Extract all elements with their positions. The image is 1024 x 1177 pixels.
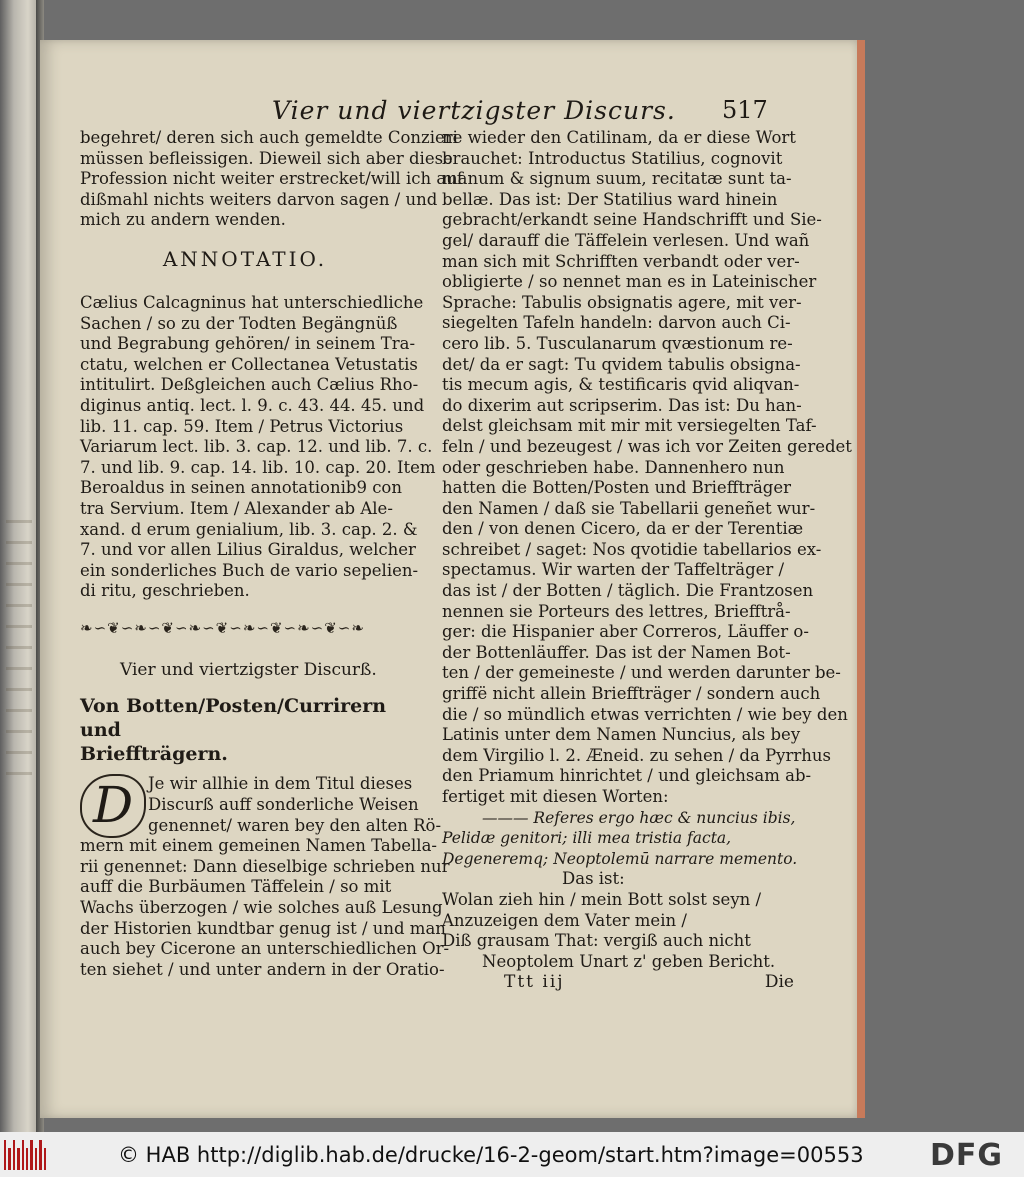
right-column: [442, 128, 852, 994]
text-line: xand. d erum genialium, lib. 3. cap. 2. &: [80, 519, 418, 539]
page-footer: [442, 972, 794, 994]
text-line: gel/ darauff die Täffelein verlesen. Und wañ: [442, 230, 810, 250]
text-line: auff die Burbäumen Täffelein / so mit: [80, 877, 392, 897]
text-line: Cælius Calcagninus hat unterschiedliche: [80, 292, 424, 312]
text-line: siegelten Tafeln handeln: darvon auch Ci-: [442, 313, 791, 333]
text-line: dißmahl nichts weiters darvon sagen / und: [80, 189, 438, 209]
text-line: der Bottenläuffer. Das ist der Namen Bot-: [442, 642, 791, 662]
latin-verse: [442, 808, 798, 870]
text-line: spectamus. Wir warten der Taffelträger /: [442, 560, 785, 580]
text-line: bellæ. Das ist: Der Statilius ward hinein: [442, 189, 778, 209]
text-line: Latinis unter dem Namen Nuncius, als bey: [442, 725, 801, 745]
text-line: feln / und bezeugest / was ich vor Zeiten geredet: [442, 436, 852, 456]
text-line: gebracht/erkandt seine Handschrifft und Sie-: [442, 210, 822, 230]
text-line: obligierte / so nennet man es in Lateinischer: [442, 272, 817, 292]
text-line: do dixerim aut scripserim. Das ist: Du han-: [442, 395, 802, 415]
text-line: 7. und lib. 9. cap. 14. lib. 10. cap. 20. Item: [80, 457, 436, 477]
text-line: auch bey Cicerone an unterschiedlichen Or-: [80, 939, 450, 959]
verse-line: ——— Referes ergo hæc & nuncius ibis,: [482, 808, 796, 827]
running-head: Vier und viertzigster Discurs.: [272, 96, 676, 125]
das-ist-label: Das ist:: [562, 869, 625, 889]
text-line: Profession nicht weiter erstrecket/will ich auf: [80, 169, 463, 189]
attribution-link[interactable]: © HAB http://diglib.hab.de/drucke/16-2-geom/start.htm?image=00553: [118, 1143, 864, 1167]
chapter-title-line: Von Botten/Posten/Currirern und: [80, 695, 387, 742]
text-line: ctatu, welchen er Collectanea Vetustatis: [80, 354, 418, 374]
verse-line: Degeneremq; Neoptolemū narrare memento.: [442, 849, 798, 868]
text-line: genennet/ waren bey den alten Rö-: [148, 815, 442, 835]
page-fore-edge: [857, 40, 865, 1118]
text-line: Beroaldus in seinen annotationib9 con: [80, 478, 402, 498]
text-line: di ritu, geschrieben.: [80, 581, 250, 601]
hab-barcode-logo-icon: [4, 1140, 46, 1170]
text-line: diginus antiq. lect. l. 9. c. 43. 44. 45. und: [80, 395, 425, 415]
section-title: Vier und viertzigster Discurß.: [120, 659, 377, 680]
text-line: ein sonderliches Buch de vario sepelien-: [80, 560, 419, 580]
annotatio-heading: ANNOTATIO.: [162, 246, 328, 271]
text-line: oder geschrieben habe. Dannenhero nun: [442, 457, 785, 477]
text-line: die / so mündlich etwas verrichten / wie bey den: [442, 704, 848, 724]
text-line: mern mit einem gemeinen Namen Tabella-: [80, 836, 437, 856]
text-line: ne wieder den Catilinam, da er diese Wort: [442, 128, 796, 147]
text-line: manum & signum suum, recitatæ sunt ta-: [442, 169, 792, 189]
text-line: nennen sie Porteurs des lettres, Briefftrå-: [442, 601, 791, 621]
show-through-text: [6, 520, 32, 780]
text-line: Wachs überzogen / wie solches auß Lesung: [80, 898, 443, 918]
text-line: hatten die Botten/Posten und Brieffträger: [442, 478, 791, 498]
text-line: griffë nicht allein Brieffträger / sondern auch: [442, 684, 821, 704]
discourse-opening-paragraph: [80, 774, 450, 980]
text-line: Sprache: Tabulis obsignatis agere, mit ver-: [442, 292, 802, 312]
text-line: cero lib. 5. Tusculanarum qvæstionum re-: [442, 333, 793, 353]
text-line: schreibet / saget: Nos qvotidie tabellarios ex-: [442, 539, 822, 559]
text-line: man sich mit Schrifften verbandt oder ver-: [442, 251, 800, 271]
text-line: fertiget mit diesen Worten:: [442, 787, 669, 806]
text-line: 7. und vor allen Lilius Giraldus, welcher: [80, 540, 416, 560]
text-line: das ist / der Botten / täglich. Die Frantzosen: [442, 581, 814, 601]
text-line: mich zu andern wenden.: [80, 210, 286, 230]
text-line: ten / der gemeineste / und werden darunter be-: [442, 663, 841, 683]
annotatio-paragraph: [80, 292, 436, 602]
text-line: den Priamum hinrichtet / und gleichsam ab-: [442, 766, 812, 786]
left-column: [80, 128, 463, 980]
text-line: den / von denen Cicero, da er der Terentiæ: [442, 519, 804, 539]
text-line: dem Virgilio l. 2. Æneid. zu sehen / da Pyrrhus: [442, 745, 831, 765]
text-line: ger: die Hispanier aber Correros, Läuffer o-: [442, 622, 809, 642]
text-line: Sachen / so zu der Todten Begängnüß: [80, 313, 398, 333]
previous-page-edge: [0, 0, 40, 1132]
text-line: lib. 11. cap. 59. Item / Petrus Victorius: [80, 416, 404, 436]
ornament-rule: ❧∽❦∽❧∽❦∽❧∽❦∽❧∽❦∽❧∽❦∽❧: [80, 618, 365, 637]
text-line: tis mecum agis, & testificaris qvid aliqvan-: [442, 375, 800, 395]
text-line: müssen befleissigen. Dieweil sich aber diese: [80, 148, 453, 168]
chapter-title-line: Brieffträgern.: [80, 743, 228, 766]
german-verse: [442, 890, 794, 972]
text-line: ten siehet / und unter andern in der Oratio-: [80, 959, 445, 979]
text-line: det/ da er sagt: Tu qvidem tabulis obsigna-: [442, 354, 801, 374]
right-paragraph: [442, 128, 852, 808]
verse-line: Diß grausam That: vergiß auch nicht: [442, 931, 751, 951]
verse-line: Wolan zieh hin / mein Bott solst seyn /: [442, 889, 762, 909]
text-line: Variarum lect. lib. 3. cap. 12. und lib. 7. c.: [80, 437, 433, 457]
book-page: [40, 40, 858, 1118]
catchword: Die: [764, 972, 794, 993]
text-line: begehret/ deren sich auch gemeldte Conzieri: [80, 128, 458, 147]
text-line: brauchet: Introductus Statilius, cognovit: [442, 148, 783, 168]
text-line: der Historien kundtbar genug ist / und man: [80, 918, 446, 938]
verse-line: Pelidæ genitori; illi mea tristia facta,: [442, 829, 732, 848]
verse-line: Neoptolem Unart z' geben Bericht.: [482, 951, 776, 971]
text-line: und Begrabung gehören/ in seinem Tra-: [80, 334, 416, 354]
text-line: tra Servium. Item / Alexander ab Ale-: [80, 498, 393, 518]
text-line: Discurß auff sonderliche Weisen: [148, 795, 419, 815]
text-line: den Namen / daß sie Tabellarii geneñet wur-: [442, 498, 816, 518]
text-line: intitulirt. Deßgleichen auch Cælius Rho-: [80, 375, 419, 395]
text-line: delst gleichsam mit mir mit versiegelten Taf-: [442, 416, 817, 436]
page-number: 517: [722, 96, 768, 124]
chapter-title: [80, 694, 410, 766]
text-line: Je wir allhie in dem Titul dieses: [148, 774, 413, 794]
dfg-logo: DFG: [930, 1138, 1004, 1173]
decorated-initial: D: [80, 774, 146, 838]
signature-mark: Ttt iij: [504, 972, 565, 993]
verse-line: Anzuzeigen dem Vater mein /: [442, 910, 687, 930]
left-top-paragraph: [80, 128, 463, 231]
text-line: rii genennet: Dann dieselbige schrieben nur: [80, 856, 450, 876]
